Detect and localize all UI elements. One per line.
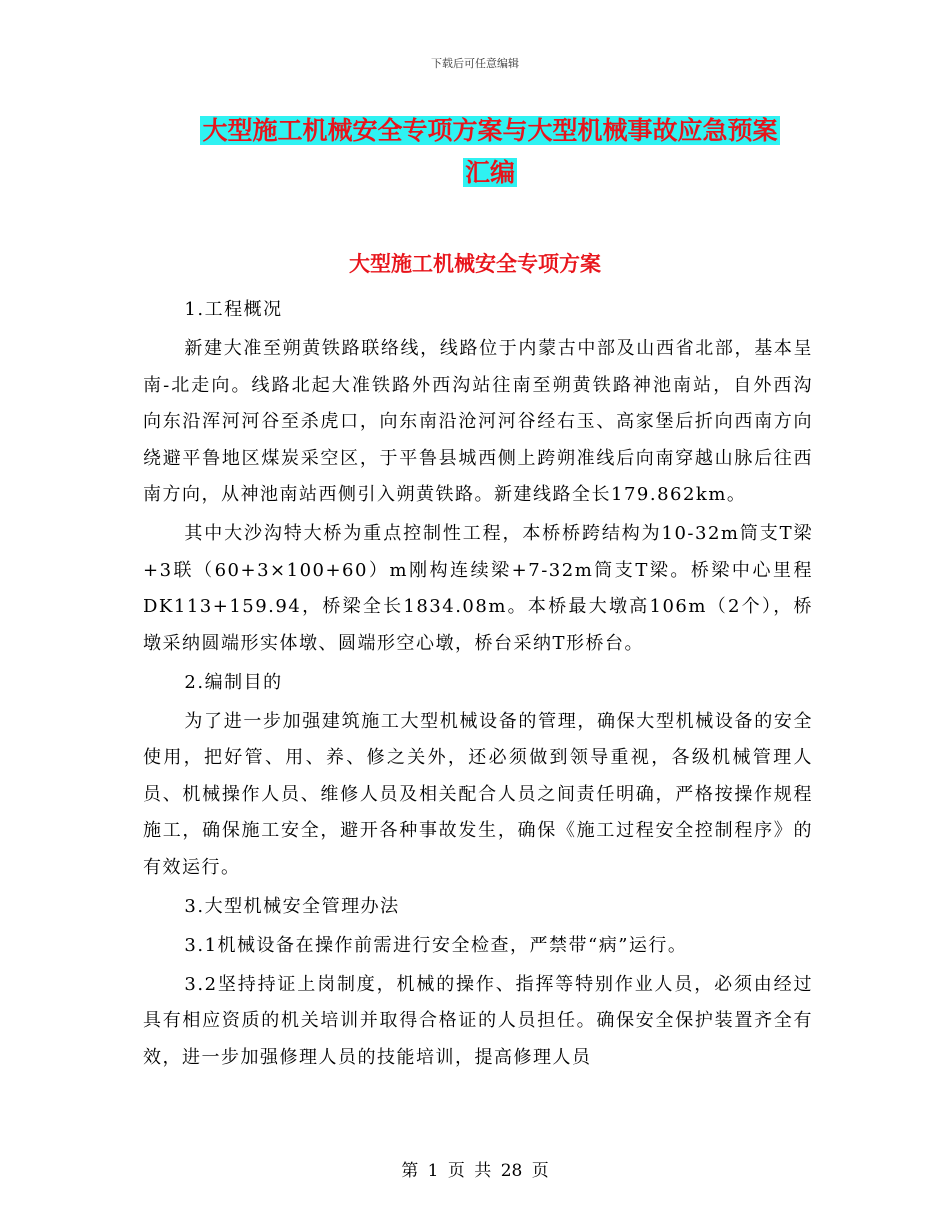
header-note: 下载后可任意编辑 [431, 57, 519, 70]
document-title [140, 110, 840, 194]
section-title: 大型施工机械安全专项方案 [349, 252, 601, 276]
paragraph-rule-3-1: 3.1机械设备在操作前需进行安全检查，严禁带“病”运行。 [184, 934, 688, 956]
paragraph-project-route: 新建大准至朔黄铁路联络线，线路位于内蒙古中部及山西省北部，基本呈南-北走向。线路北起大准铁路外西沟站往南至朔黄铁路神池南站，自外西沟向东沿浑河河谷至杀虎口，向东南沿沧河河谷经右玉、高家堡后折向西南方向绕避平鲁地区煤炭采空区，于平鲁县城西侧上跨朔准线后向南穿越山脉后往西南方向，从神池南站西侧引入朔黄铁路。新建线路全长179.862km。 [143, 338, 813, 505]
document-body [143, 292, 813, 1079]
paragraph-bridge-details: 其中大沙沟特大桥为重点控制性工程，本桥桥跨结构为10-32m筒支T梁+3联（60+3×100+60）m刚构连续梁+7-32m筒支T梁。桥梁中心里程DK113+159.94，桥梁全长1834.08m。本桥最大墩高106m（2个），桥墩采纳圆端形实体墩、圆端形空心墩，桥台采纳T形桥台。 [143, 523, 813, 654]
paragraph-purpose: 为了进一步加强建筑施工大型机械设备的管理，确保大型机械设备的安全使用，把好管、用、养、修之关外，还必须做到领导重视，各级机械管理人员、机械操作人员、维修人员及相关配合人员之间责任明确，严格按操作规程施工，确保施工安全，避开各种事故发生，确保《施工过程安全控制程序》的有效运行。 [143, 710, 813, 878]
document-title-line2: 汇编 [464, 158, 515, 187]
paragraph-rule-3-2: 3.2坚持持证上岗制度，机械的操作、指挥等特别作业人员，必须由经过具有相应资质的机关培训并取得合格证的人员担任。确保安全保护装置齐全有效，进一步加强修理人员的技能培训，提高修理人员 [143, 973, 813, 1068]
heading-project-overview: 1.工程概况 [184, 299, 283, 320]
heading-safety-management: 3.大型机械安全管理办法 [184, 895, 400, 917]
page-footer: 第 1 页 共 28 页 [401, 1161, 549, 1181]
document-title-line1: 大型施工机械安全专项方案与大型机械事故应急预案 [202, 116, 778, 145]
heading-purpose: 2.编制目的 [184, 671, 283, 693]
